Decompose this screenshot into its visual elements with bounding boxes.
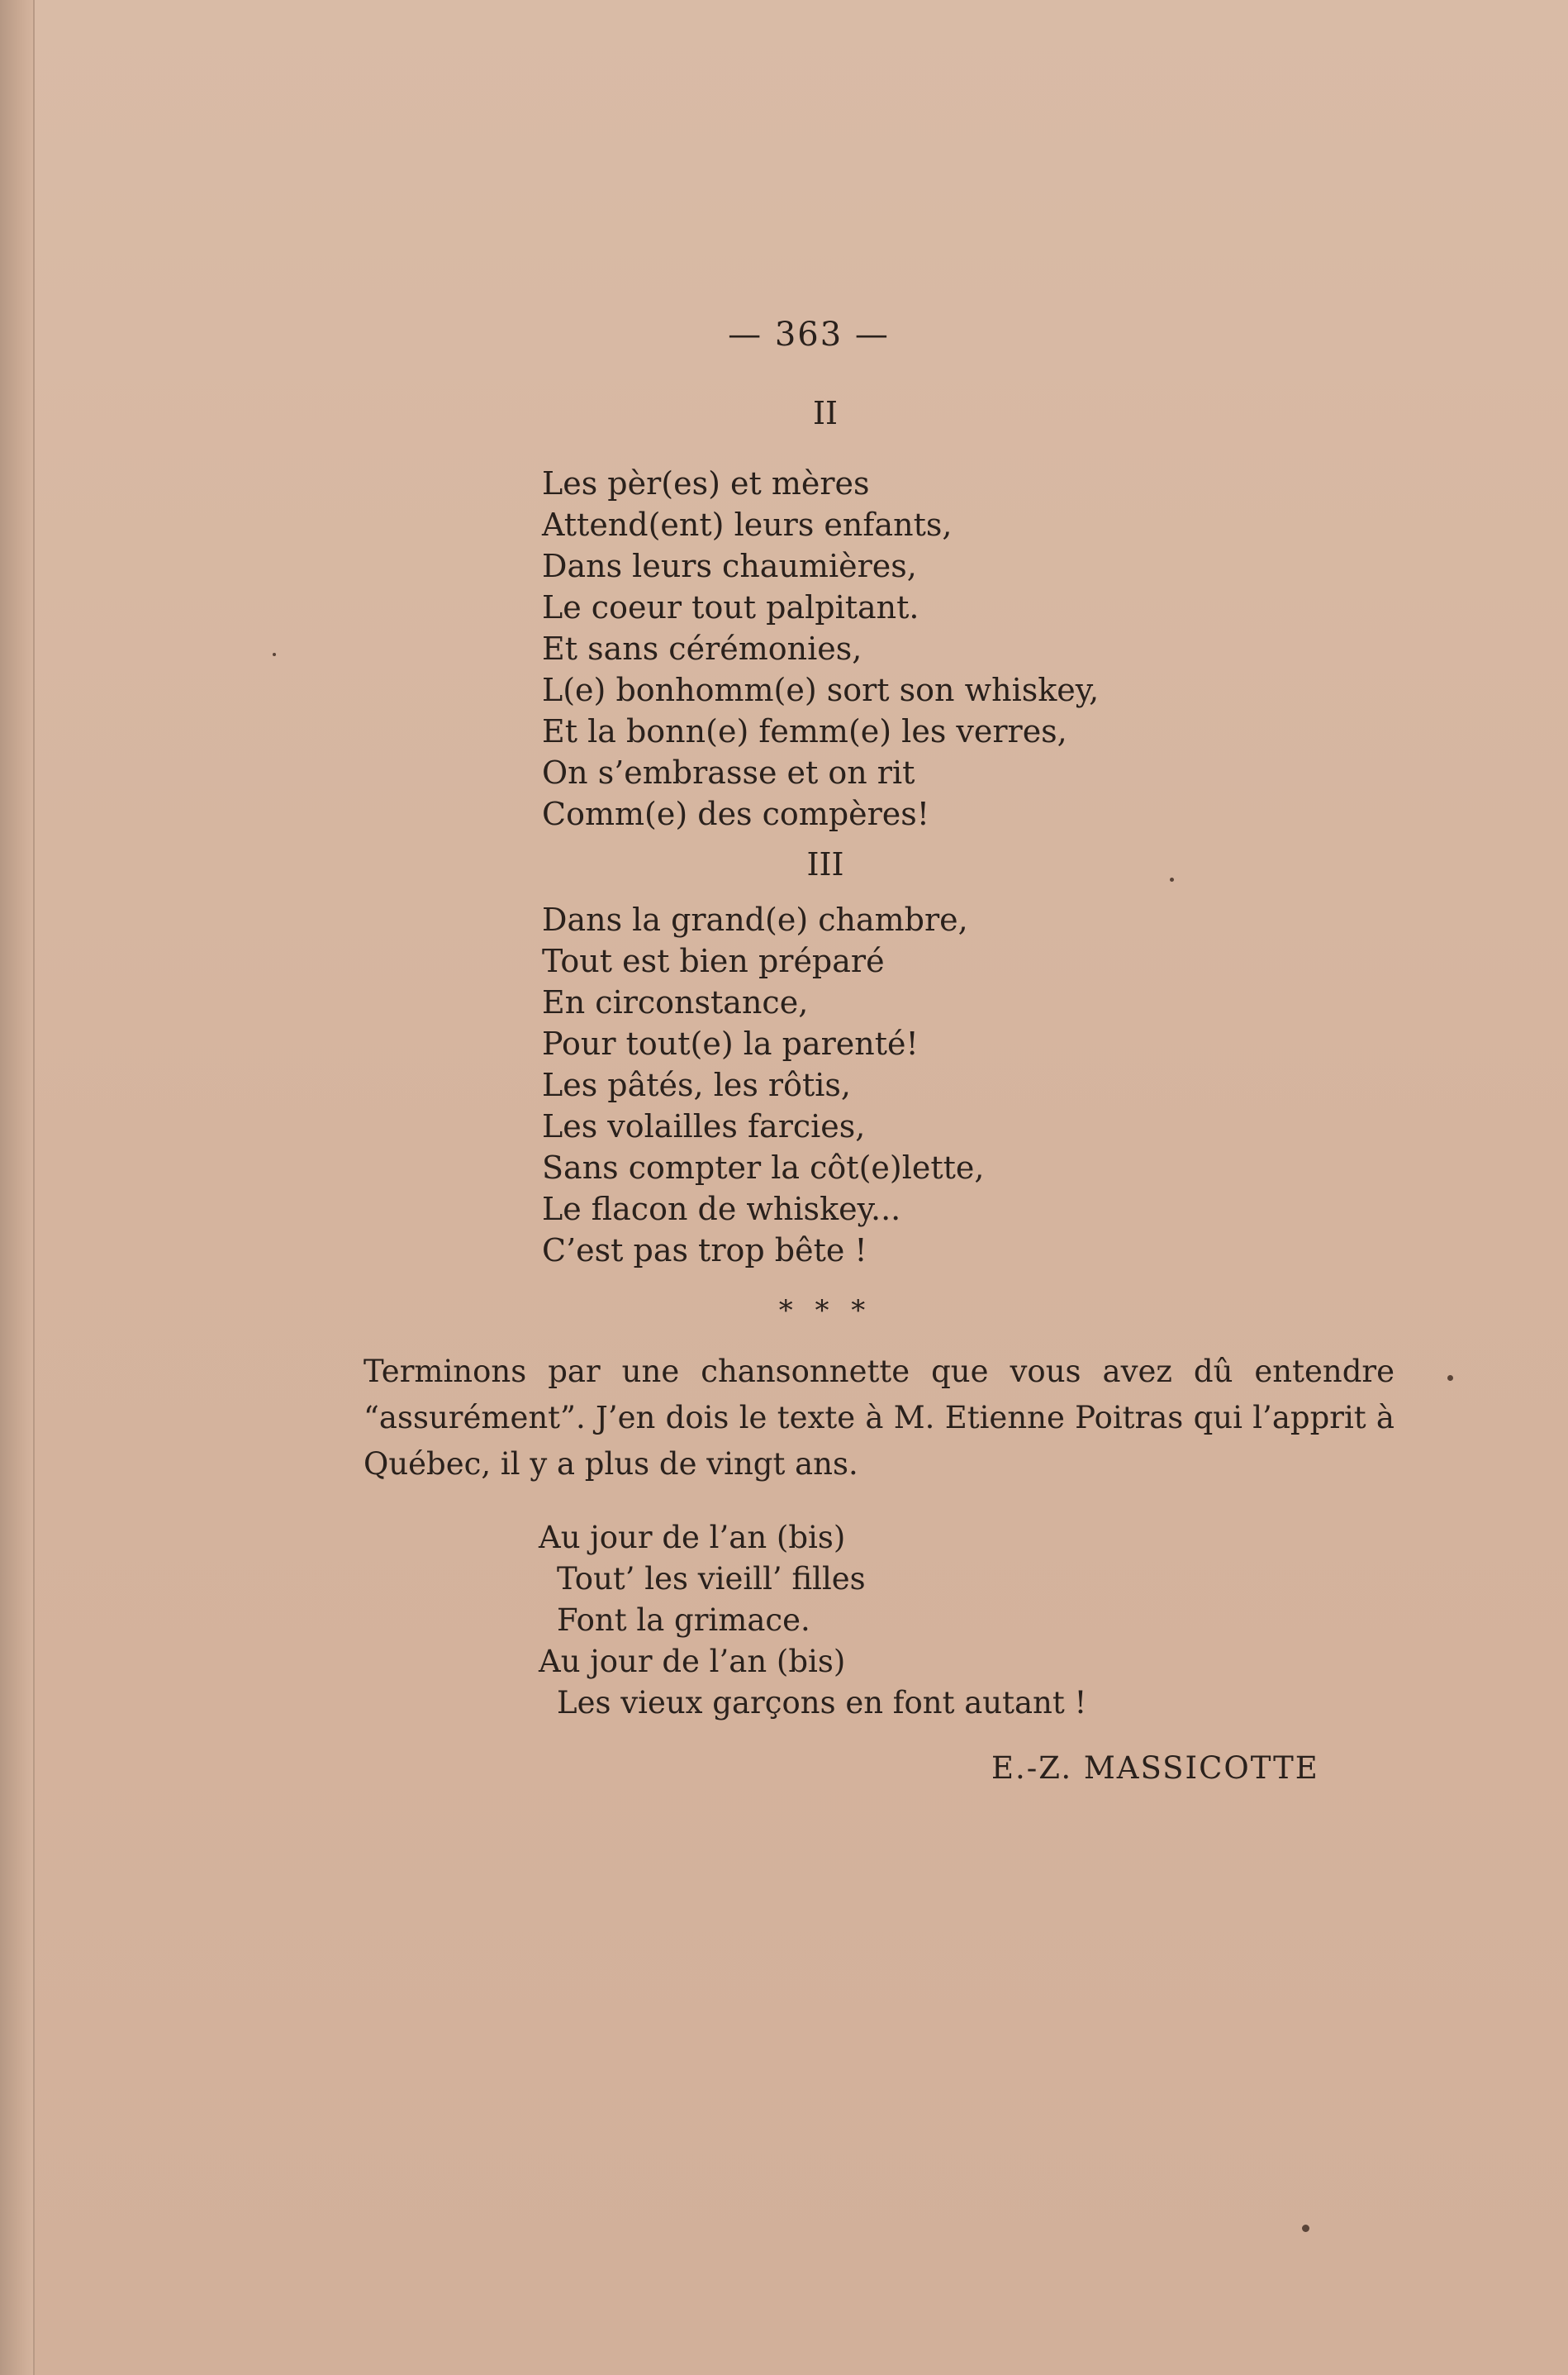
verse-line: Tout est bien préparé xyxy=(542,943,885,979)
verse-line: Le flacon de whiskey... xyxy=(542,1191,901,1227)
verse-line: En circonstance, xyxy=(542,984,809,1021)
paper-speck xyxy=(273,653,276,656)
verse-line: Attend(ent) leurs enfants, xyxy=(542,507,953,543)
verse-line: Les pèr(es) et mères xyxy=(542,465,870,502)
verse-line: Sans compter la côt(e)lette, xyxy=(542,1149,985,1186)
page-number: — 363 — xyxy=(728,316,890,354)
verse-line: Les vieux garçons en font autant ! xyxy=(557,1685,1087,1721)
verse-line: Au jour de l’an (bis) xyxy=(539,1644,846,1679)
stanza-ii-verse xyxy=(542,463,1099,835)
author-signature: E.-Z. MASSICOTTE xyxy=(991,1750,1319,1786)
verse-line: Au jour de l’an (bis) xyxy=(539,1520,846,1555)
body-paragraph xyxy=(291,1349,1395,1487)
paper-speck xyxy=(1447,1375,1453,1381)
verse-line: On s’embrasse et on rit xyxy=(542,754,915,791)
stanza-numeral-ii: II xyxy=(812,395,839,431)
verse-line: Le coeur tout palpitant. xyxy=(542,589,919,626)
stanza-iii-verse xyxy=(542,899,984,1271)
paragraph-text: Terminons par une chansonnette que vous avez dû entendre “assurément”. J’en dois le texte à M. Etienne Poitras qui l’apprit à Québec, il y a plus de vingt ans. xyxy=(363,1354,1395,1482)
stanza-numeral-iii: III xyxy=(806,846,844,883)
verse-line: Dans la grand(e) chambre, xyxy=(542,902,968,938)
verse-line: Et la bonn(e) femm(e) les verres, xyxy=(542,713,1067,750)
paper-speck xyxy=(1170,878,1174,882)
final-poem xyxy=(539,1517,1086,1724)
paper-speck xyxy=(1302,2225,1309,2232)
verse-line: Et sans cérémonies, xyxy=(542,631,862,667)
section-separator: * * * xyxy=(778,1294,872,1327)
verse-line: L(e) bonhomm(e) sort son whiskey, xyxy=(542,672,1100,708)
verse-line: Tout’ les vieill’ filles xyxy=(557,1561,866,1597)
verse-line: Dans leurs chaumières, xyxy=(542,548,917,584)
verse-line: Comm(e) des compères! xyxy=(542,796,930,832)
verse-line: Les volailles farcies, xyxy=(542,1108,866,1145)
page-binding-edge xyxy=(0,0,35,2375)
verse-line: Les pâtés, les rôtis, xyxy=(542,1067,851,1103)
verse-line: C’est pas trop bête ! xyxy=(542,1232,867,1268)
verse-line: Pour tout(e) la parenté! xyxy=(542,1026,919,1062)
verse-line: Font la grimace. xyxy=(557,1602,810,1638)
